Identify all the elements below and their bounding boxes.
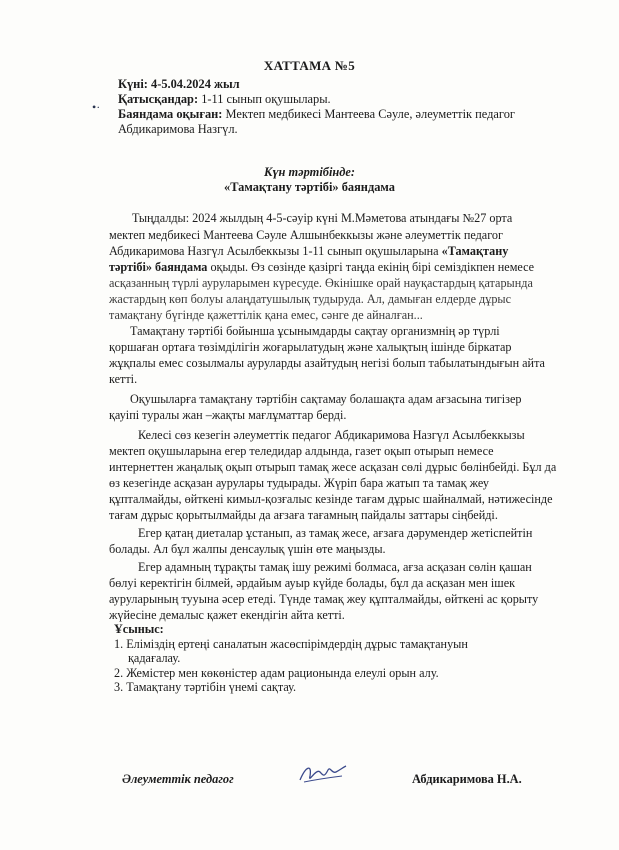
signature-role: Әлеуметтік педагог (122, 772, 234, 786)
text-line: жастардың көп болуы алаңдатушылық тудыруда. Ал, дамыған елдерде дұрыс (109, 292, 512, 306)
text-line: жұқпалы емес созылмалы ауруларды азайтудың негізі болып табылатындығын айта (109, 356, 545, 370)
text-line: жүйесіне демалыс қажет екендігін айта кетті. (109, 608, 345, 622)
participants-row (118, 92, 588, 107)
text-line: Келесі сөз кезегін әлеуметтік педагог Абдикаримова Назгүл Асылбеккызы (138, 428, 525, 442)
signature-name: Абдикаримова Н.А. (412, 772, 522, 786)
list-item: 1. Еліміздің ертеңі саналатын жасөспірімдердің дұрыс тамақтануын (114, 636, 468, 651)
text-line: қоршаған ортаға төзімділігін жоғарылатудың және халықтың ішінде біркатар (109, 340, 512, 354)
speaker-row-2: Абдикаримова Назгүл. (118, 122, 238, 136)
text-line (109, 244, 508, 259)
agenda-topic: «Тамақтану тәртібі» баяндама (224, 180, 395, 194)
text-line: тамақтану бүгінде қажеттілік қана емес, сәнге де айналған... (109, 308, 423, 322)
text-line: асқазанның түрлі ауруларымен күресуде. Өкінішке орай науқастардың қатарында (109, 276, 533, 290)
agenda-heading (0, 165, 619, 195)
text-line: Тамақтану тәртібі бойынша ұсынымдарды сақтау организмнің әр түрлі (130, 324, 500, 338)
text-line: ауруларының тууына әсер етеді. Түнде тамақ жеу құпталмайды, өйткені ас қорыту (109, 592, 539, 606)
list-item-continuation: қадағалау. (128, 651, 181, 665)
text-line: Тыңдалды: 2024 жылдың 4-5-сәуір күні М.Мәметова атындағы №27 орта (132, 211, 513, 225)
text-line: құпталмайды, өйткені кимыл-қозғалыс кезінде тағам дұрыс шайналмай, нәтижесінде (109, 492, 553, 506)
proposals-list (114, 622, 468, 695)
text-line: бөлуі керектігін білмей, әрдайым ауыр күйде болады, бұл да асқазан мен ішек (109, 576, 516, 590)
date-row (118, 77, 588, 92)
text-line: тағам дұрыс қорытылмайды да ағзаға тағамның пайдалы заттары сіңбейді. (109, 508, 498, 522)
speaker-label: Баяндама оқыған: (118, 107, 223, 121)
date-value: 4-5.04.2024 жыл (151, 77, 240, 91)
text-line (109, 260, 534, 275)
speaker-row (118, 107, 588, 122)
speaker-value: Мектеп медбикесі Мантеева Сәуле, әлеуметтік педагог (225, 107, 515, 121)
text-line: болады. Ал бұл жалпы денсаулық үшін өте маңызды. (109, 542, 386, 556)
handwritten-signature-icon (296, 758, 348, 788)
participants-value: 1-11 сынып оқушылары. (201, 92, 331, 106)
participants-label: Қатысқандар: (118, 92, 199, 106)
bold-span: тәртібі» баяндама (109, 260, 208, 274)
list-item: 2. Жемістер мен көкөністер адам рационында елеулі орын алу. (114, 665, 439, 680)
text-line: Оқушыларға тамақтану тәртібін сақтамау болашақта адам ағзасына тигізер (130, 392, 522, 406)
meta-block (118, 77, 588, 137)
text-line: кетті. (109, 372, 138, 386)
ink-dots-icon: •· (92, 100, 101, 114)
text-span: Абдикаримова Назгүл Асылбеккызы 1-11 сынып оқушыларына (109, 244, 442, 258)
document-title: ХАТТАМА №5 (263, 58, 356, 73)
list-item: 3. Тамақтану тәртібін үнемі сақтау. (114, 680, 297, 694)
bold-span: «Тамақтану (441, 244, 509, 258)
text-line: өз кезегінде асқазан аурулары тудырады. Жүріп бара жатып та тамақ жеу (109, 476, 490, 490)
proposals-label: Ұсыныс: (114, 622, 164, 636)
text-line: қауіпі туралы жан –жақты мағлұматтар берді. (109, 408, 347, 422)
date-label: Күні: (118, 77, 148, 91)
text-line: мектеп оқушыларына егер теледидар алдында, газет оқып отырып немесе (109, 444, 494, 458)
text-line: Егер қатаң диеталар ұстанып, аз тамақ жесе, ағзаға дәрумендер жетіспейтін (138, 526, 533, 540)
text-line: Егер адамның тұрақты тамақ ішу режимі болмаса, ағза асқазан сөлін қашан (138, 560, 532, 574)
text-line: мектеп медбикесі Мантеева Сәуле Алшынбеккызы және әлеуметтік педагог (109, 228, 503, 242)
agenda-title: Күн тәртібінде: (263, 165, 356, 179)
text-line: интернеттен жаңалық оқып отырып тамақ жесе асқазан сөлі дұрыс бөлінбейді. Бұл да (109, 460, 557, 474)
text-span: оқыды. Өз сөзінде қазіргі таңда екінің бірі семіздікпен немесе (207, 260, 535, 274)
